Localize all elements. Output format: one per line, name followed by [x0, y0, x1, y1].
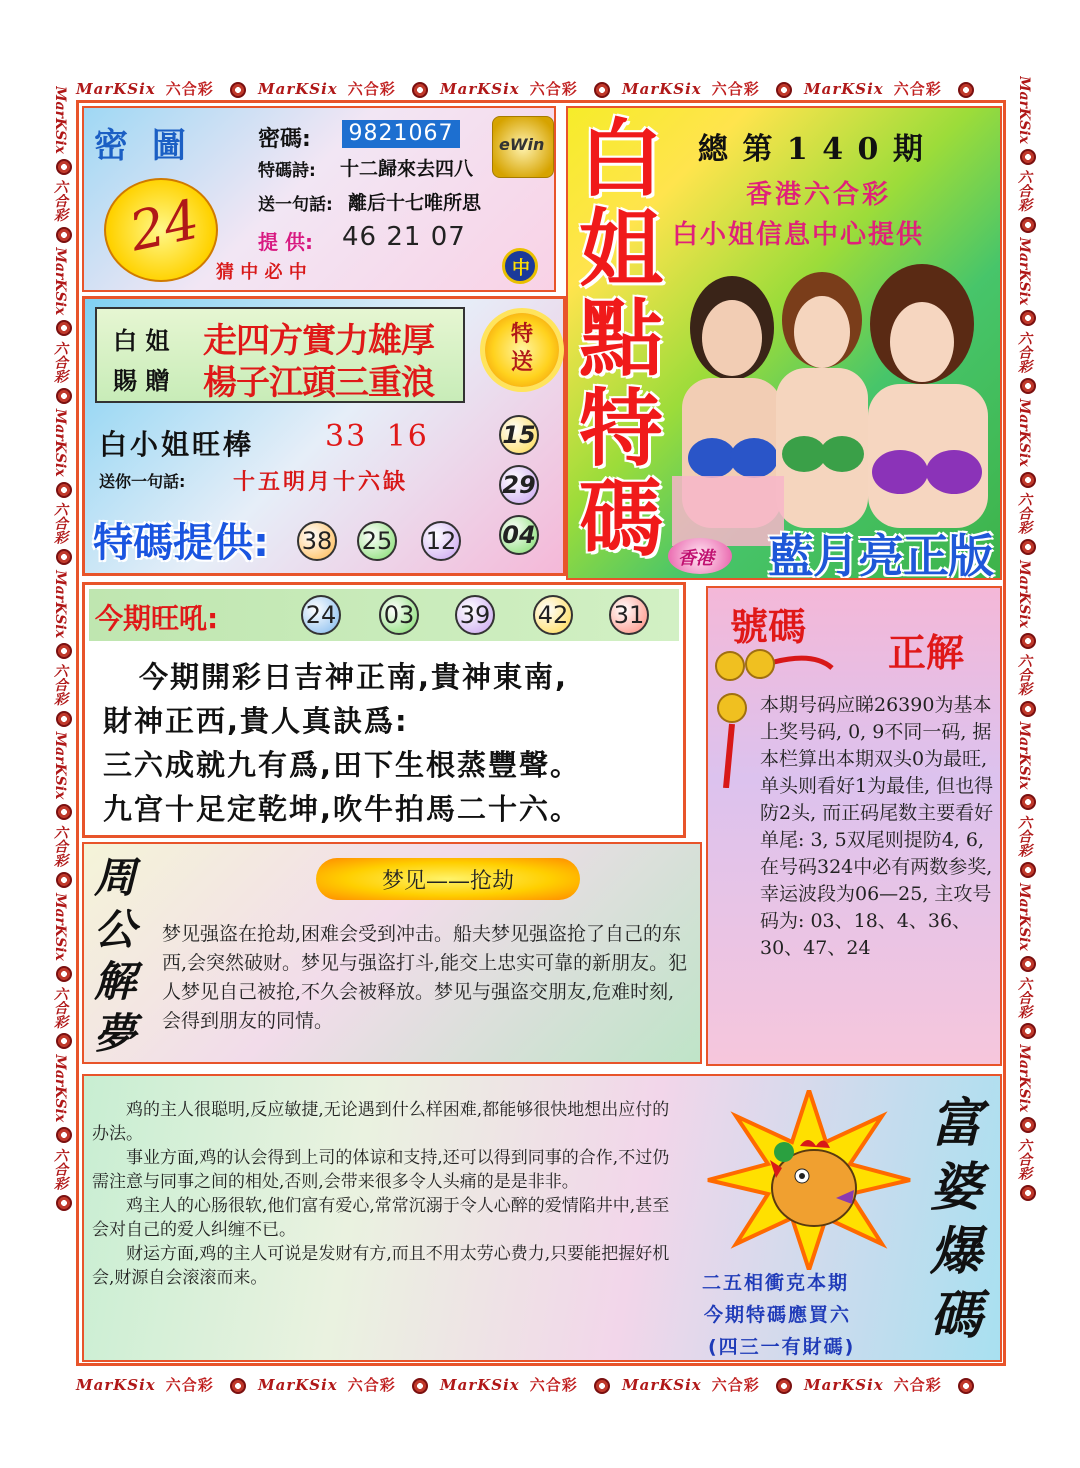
gift-panel	[82, 296, 566, 576]
secret-title: 密 圖	[94, 126, 192, 166]
wang-panel	[82, 582, 686, 838]
dream-text: 梦见强盗在抢劫,困难会受到冲击。船夫梦见强盗抢了自己的东西,会突然破财。梦见与强盗打斗,能交上忠实可靠的新朋友。犯人梦见自己被抢,不久会被释放。梦见与强盗交朋友,危难时刻,会得到朋友的同情。	[162, 923, 688, 1032]
rooster-icon	[704, 1090, 914, 1270]
dream-side-char: 解	[94, 957, 137, 1006]
vertical-title	[574, 110, 668, 568]
title-char: 碼	[578, 470, 663, 568]
side-ball-2: 29	[499, 465, 539, 505]
frame-bottom: MarKSix 六合彩 MarKSix 六合彩 MarKSix 六合彩 MarKSix 六合彩 MarKSix 六合彩	[76, 1374, 980, 1395]
analysis-panel	[706, 586, 1002, 1066]
wang-numbers: 33 16	[325, 419, 429, 454]
provide-label: 提 供:	[258, 230, 313, 254]
chicken-p1: 鸡的主人很聪明,反应敏捷,无论遇到什么样困难,都能够很快地想出应付的办法。	[92, 1100, 670, 1144]
secret-stamp	[104, 178, 218, 282]
code-value: 9821067	[342, 120, 460, 148]
hk-badge	[668, 538, 732, 574]
gift-sentence: 十五明月十六缺	[233, 470, 409, 495]
special-badge	[485, 313, 559, 387]
header-line1: 香港六合彩	[746, 180, 892, 210]
dream-side-char: 周	[94, 853, 137, 902]
title-panel	[566, 106, 1002, 580]
gift-label2: 賜 贈	[113, 367, 170, 395]
special-ball-2: 25	[357, 521, 397, 561]
code-label: 密碼:	[258, 127, 311, 152]
fupo-title	[930, 1092, 996, 1348]
frame-left: MarKSix 六合彩 MarKSix 六合彩 MarKSix 六合彩 MarKSix 六合彩 MarKSix 六合彩 MarKSix 六合彩 MarKSix 六合彩	[50, 86, 78, 1386]
dream-banner-text: 梦见——抢劫	[381, 869, 514, 894]
chicken-p2: 事业方面,鸡的认会得到上司的体谅和支持,还可以得到同事的合作,不过仍需注意与同事之间的相处,否则,会带来很多令人头痛的是是非非。	[92, 1148, 670, 1192]
bottom-panel	[82, 1074, 1002, 1362]
gift-sentence-label: 送你一句話:	[99, 472, 186, 491]
header-line2: 白小姐信息中心提供	[672, 220, 925, 250]
special-label: 特碼提供:	[93, 520, 269, 566]
wang-text-2: 財神正西,貴人真訣爲:	[103, 704, 409, 738]
wang-ball-2: 03	[379, 595, 419, 635]
frame-top: MarKSix 六合彩 MarKSix 六合彩 MarKSix 六合彩 MarKSix 六合彩 MarKSix 六合彩	[76, 78, 980, 99]
poem-text: 十二歸來去四八	[340, 158, 474, 180]
ewin-logo-text: eWin	[499, 135, 545, 154]
fupo-title-char: 碼	[930, 1286, 983, 1346]
provide-numbers: 46 21 07	[342, 222, 466, 252]
title-char: 特	[578, 380, 663, 478]
issue-number: 總 第 1 4 0 期	[698, 132, 925, 167]
special-ball-3: 12	[421, 521, 461, 561]
wang-label: 白小姐旺棒	[99, 428, 255, 461]
side-ball-3: 04	[499, 515, 539, 555]
fupo-line2: 今期特碼應買六	[704, 1304, 852, 1326]
fupo-title-char: 婆	[930, 1158, 983, 1218]
analysis-title-right: 正解	[888, 631, 965, 675]
wang-text-3: 三六成就九有爲,田下生根蒸豐聲。	[103, 748, 582, 782]
dream-side-title	[94, 852, 144, 1060]
fupo-line1: 二五相衝克本期	[702, 1272, 850, 1294]
gift-line1: 走四方實力雄厚	[203, 321, 434, 361]
frame-right: MarKSix 六合彩 MarKSix 六合彩 MarKSix 六合彩 MarKSix 六合彩 MarKSix 六合彩 MarKSix 六合彩 MarKSix 六合彩	[1014, 76, 1042, 1376]
title-char: 點	[578, 290, 663, 388]
fupo-title-char: 爆	[930, 1222, 983, 1282]
dream-banner	[316, 858, 580, 900]
wang-text-4: 九宫十足定乾坤,吹牛拍馬二十六。	[103, 792, 582, 826]
sentence-text: 離后十七唯所思	[348, 192, 482, 214]
ewin-logo	[492, 116, 554, 178]
dream-panel	[82, 842, 702, 1064]
coin-icon-text: 中	[512, 258, 530, 279]
gift-line2: 楊子江頭三重浪	[203, 363, 434, 403]
gift-label1: 白 姐	[113, 327, 170, 355]
ribbon-text: 藍月亮正版	[768, 529, 993, 580]
chicken-text	[92, 1098, 678, 1290]
wang-ball-1: 24	[301, 595, 341, 635]
secret-panel	[82, 106, 556, 292]
rooster-illustration	[704, 1090, 914, 1270]
sentence-label: 送一句話:	[258, 195, 333, 215]
guess-text: 猜 中 必 中	[216, 262, 307, 283]
analysis-title-left: 號碼	[730, 605, 807, 649]
chicken-p4: 财运方面,鸡的主人可说是发财有方,而且不用太劳心费力,只要能把握好机会,财源自会滚滚而来。	[92, 1244, 670, 1288]
hk-badge-text: 香港	[678, 548, 714, 569]
wang-ball-4: 42	[533, 595, 573, 635]
wang-text-1: 今期開彩日吉神正南,貴神東南,	[139, 660, 569, 694]
secret-stamp-text: 24	[124, 187, 205, 264]
dream-side-char: 公	[94, 905, 137, 954]
wang-ball-5: 31	[609, 595, 649, 635]
fupo-title-char: 富	[930, 1094, 983, 1154]
title-char: 白	[578, 110, 663, 208]
wang-header-label: 今期旺吼:	[95, 602, 219, 635]
poem-label: 特碼詩:	[258, 161, 316, 181]
special-badge-text: 特送	[510, 322, 533, 375]
dream-side-char: 夢	[94, 1009, 137, 1058]
fupo-line3: (四三一有財碼)	[708, 1336, 856, 1358]
side-ball-1: 15	[499, 415, 539, 455]
title-char: 姐	[578, 200, 663, 298]
special-ball-1: 38	[297, 521, 337, 561]
wang-ball-3: 39	[455, 595, 495, 635]
chicken-p3: 鸡主人的心肠很软,他们富有爱心,常常沉溺于令人心醉的爱情陷井中,甚至会对自己的爱人纠缠不已。	[92, 1196, 670, 1240]
analysis-text: 本期号码应睇26390为基本上奖号码, 0, 9不同一码, 据本栏算出本期双头0为最旺, 单头则看好1为最佳, 但也得防2头, 而正码尾数主要看好单尾: 3, 5双尾则提防4, 6, 在号码324中必有两数参奖, 幸运波段为06—25, 主攻号码为: 03、18、4、36、30、47、24	[760, 694, 994, 959]
coin-icon	[502, 248, 538, 284]
gift-box	[95, 307, 465, 403]
